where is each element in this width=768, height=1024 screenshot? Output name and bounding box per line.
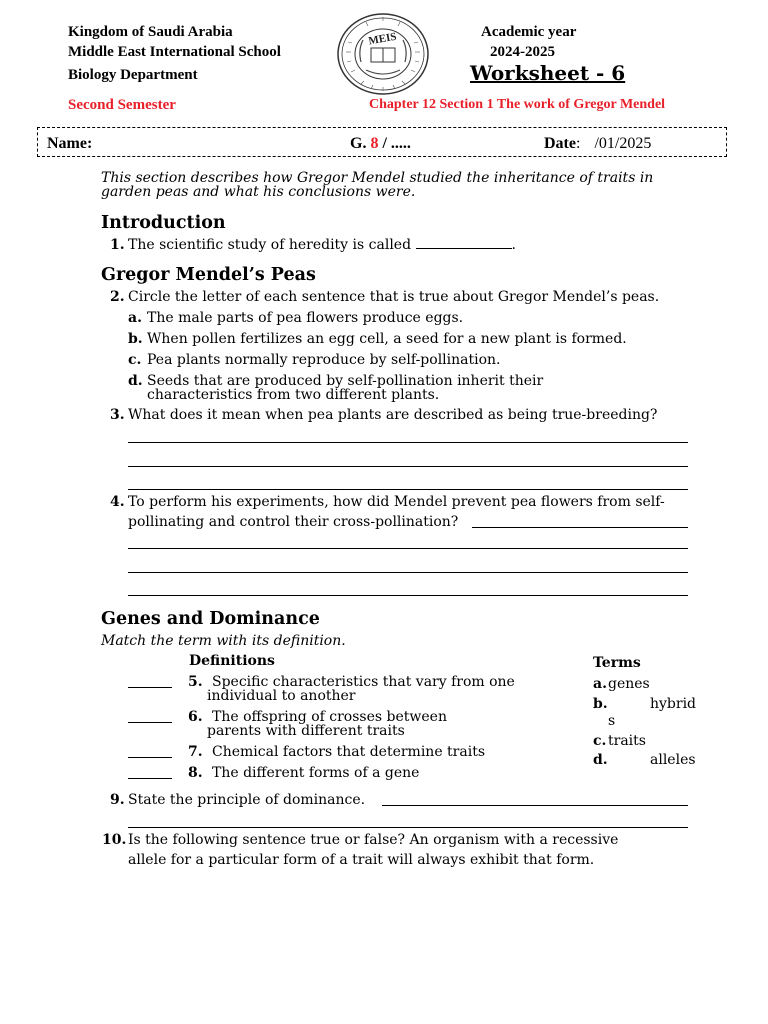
term-b-text: hybrid — [650, 696, 697, 712]
q7-line1: Chemical factors that determine traits — [212, 744, 486, 760]
q9-text: State the principle of dominance. — [128, 792, 366, 808]
q2-option-d-text2: characteristics from two different plants. — [147, 387, 440, 403]
q5-line1: Specific characteristics that vary from one — [212, 674, 515, 690]
q8-answer-blank[interactable] — [128, 778, 172, 779]
term-b-wrap: s — [608, 713, 616, 729]
q2-option-a-letter[interactable]: a. — [128, 310, 142, 326]
q10-line2: allele for a particular form of a trait will always exhibit that form. — [128, 852, 595, 868]
chapter-title: Chapter 12 Section 1 The work of Gregor Mendel — [369, 97, 666, 112]
date-label: Date — [544, 135, 576, 152]
q2-option-d-letter[interactable]: d. — [128, 373, 143, 389]
academic-year: 2024-2025 — [490, 44, 555, 60]
q8-number: 8. — [188, 765, 203, 781]
q2-option-a-text: The male parts of pea flowers produce eggs. — [147, 310, 464, 326]
date-field — [544, 135, 651, 153]
intro-text-line2: garden peas and what his conclusions were. — [101, 184, 416, 200]
q3-answer-line-1[interactable] — [128, 442, 688, 443]
q7-number: 7. — [188, 744, 203, 760]
school-logo — [336, 12, 430, 96]
q10-line1: Is the following sentence true or false? An organism with a recessive — [128, 832, 619, 848]
q2-option-d-text: Seeds that are produced by self-pollination inherit their — [147, 373, 544, 389]
q4-answer-line-3[interactable] — [128, 595, 688, 596]
q6-number: 6. — [188, 709, 203, 725]
q1-text — [128, 237, 516, 253]
section-introduction: Introduction — [101, 213, 226, 233]
q9-answer-line-inline[interactable] — [382, 805, 688, 806]
country-label: Kingdom of Saudi Arabia — [68, 24, 233, 40]
grade-suffix: / ..... — [382, 135, 411, 152]
q4-answer-line-1[interactable] — [128, 548, 688, 549]
q4-answer-line-inline[interactable] — [472, 527, 688, 528]
q2-text: Circle the letter of each sentence that is true about Gregor Mendel’s peas. — [128, 289, 660, 305]
term-a-letter: a. — [593, 676, 607, 692]
q5-line2: individual to another — [207, 688, 356, 704]
section-peas: Gregor Mendel’s Peas — [101, 265, 316, 285]
q2-number: 2. — [110, 289, 125, 305]
q4-answer-line-2[interactable] — [128, 572, 688, 573]
q1-end: . — [511, 237, 516, 253]
q10-number: 10. — [102, 832, 127, 848]
q7-answer-blank[interactable] — [128, 757, 172, 758]
logo-text: MEIS — [367, 30, 398, 48]
date-colon: : — [575, 135, 581, 152]
q9-answer-line-1[interactable] — [128, 827, 688, 828]
q3-number: 3. — [110, 407, 125, 423]
q1-answer-blank[interactable] — [416, 247, 512, 249]
term-c-text: traits — [608, 733, 646, 749]
semester-label: Second Semester — [68, 97, 176, 113]
q4-number: 4. — [110, 494, 125, 510]
q1-question: The scientific study of heredity is called — [128, 237, 412, 253]
worksheet-title: Worksheet - 6 — [470, 61, 626, 85]
q3-text: What does it mean when pea plants are described as being true-breeding? — [128, 407, 658, 423]
q3-answer-line-3[interactable] — [128, 489, 688, 490]
terms-header: Terms — [593, 655, 641, 671]
student-info-bar — [37, 127, 727, 157]
q2-option-c-letter[interactable]: c. — [128, 352, 142, 368]
intro-text-line1: This section describes how Gregor Mendel studied the inheritance of traits in — [101, 170, 654, 186]
q4-line1: To perform his experiments, how did Mendel prevent pea flowers from self- — [128, 494, 665, 510]
name-label: Name: — [47, 135, 93, 152]
q2-option-c-text: Pea plants normally reproduce by self-pollination. — [147, 352, 501, 368]
q1-number: 1. — [110, 237, 125, 253]
q4-line2: pollinating and control their cross-pollination? — [128, 514, 459, 530]
department-label: Biology Department — [68, 67, 198, 83]
grade-label: G. — [350, 135, 367, 152]
q5-answer-blank[interactable] — [128, 687, 172, 688]
matching-instruction: Match the term with its definition. — [101, 633, 346, 649]
q6-line2: parents with different traits — [207, 723, 405, 739]
term-d-letter: d. — [593, 752, 608, 768]
q3-answer-line-2[interactable] — [128, 466, 688, 467]
term-a-text: genes — [608, 676, 650, 692]
q2-option-b-letter[interactable]: b. — [128, 331, 143, 347]
date-value: /01/2025 — [594, 135, 652, 152]
q2-option-b-text: When pollen fertilizes an egg cell, a seed for a new plant is formed. — [147, 331, 627, 347]
term-c-letter: c. — [593, 733, 607, 749]
term-b-letter: b. — [593, 696, 608, 712]
q6-answer-blank[interactable] — [128, 722, 172, 723]
q9-number: 9. — [110, 792, 125, 808]
school-name: Middle East International School — [68, 44, 281, 60]
q6-line1: The offspring of crosses between — [212, 709, 447, 725]
term-d-text: alleles — [650, 752, 696, 768]
definitions-header: Definitions — [189, 653, 275, 669]
grade-value: 8 — [370, 135, 379, 152]
q5-number: 5. — [188, 674, 203, 690]
academic-year-label: Academic year — [481, 24, 577, 40]
section-genes: Genes and Dominance — [101, 609, 320, 629]
q8-line1: The different forms of a gene — [212, 765, 420, 781]
grade-field — [350, 135, 411, 153]
